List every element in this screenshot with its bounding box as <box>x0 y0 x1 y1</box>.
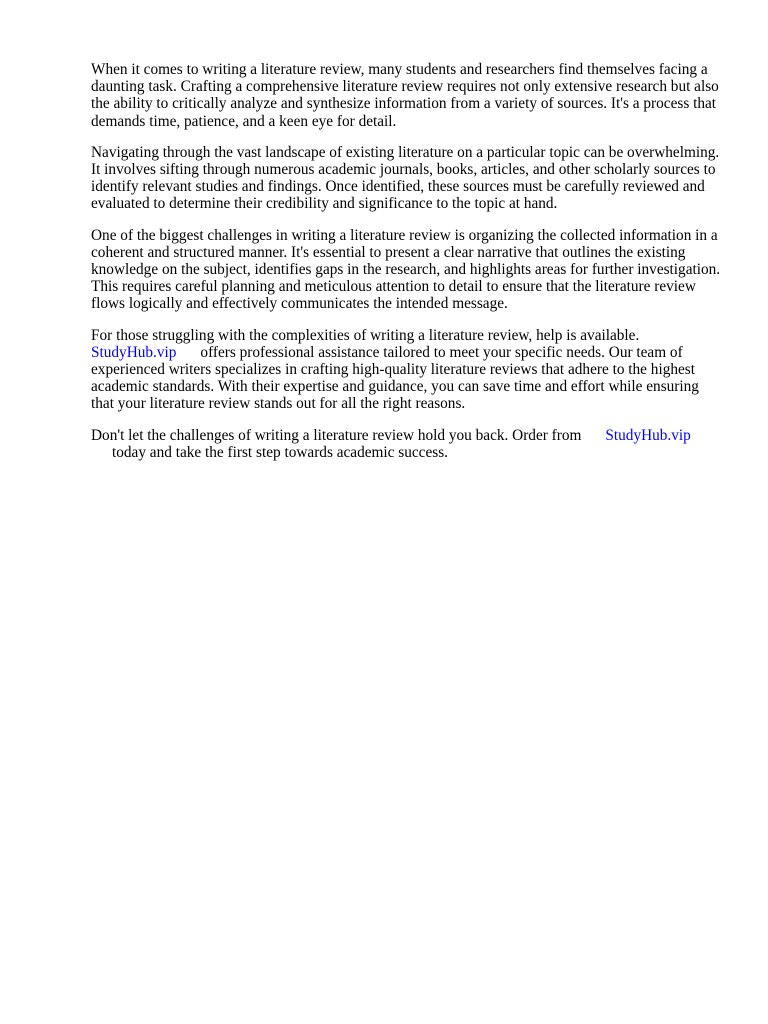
paragraph-navigating: Navigating through the vast landscape of existing literature on a particular topic can be overwhelming. It involves sifting through numerous academic journals, books, articles, and other scholarly sources to identify relevant studies and findings. Once identified, these sources must be carefully reviewed and evaluated to determine their credibility and significance to the topic at hand. <box>91 143 720 213</box>
help-text-after-link: offers professional assistance tailored to meet your specific needs. Our team of experienced writers specializes in crafting high-quality literature reviews that adhere to the highest academic standards. With their expertise and guidance, you can save time and effort while ensuring that your literature review stands out for all the right reasons. <box>91 343 699 413</box>
studyhub-link[interactable]: StudyHub.vip <box>91 343 177 361</box>
help-text-before-link: For those struggling with the complexities of writing a literature review, help is available. <box>91 326 640 344</box>
paragraph-order <box>91 427 723 461</box>
order-text-after-link: today and take the first step towards academic success. <box>112 443 448 461</box>
studyhub-order-link[interactable]: StudyHub.vip <box>605 426 691 444</box>
paragraph-challenges: One of the biggest challenges in writing a literature review is organizing the collected information in a coherent and structured manner. It's essential to present a clear narrative that outlines the existing knowledge on the subject, identifies gaps in the research, and highlights areas for further investigation. This requires careful planning and meticulous attention to detail to ensure that the literature review flows logically and effectively communicates the intended message. <box>91 226 721 313</box>
document-body <box>91 61 723 475</box>
paragraph-help <box>91 327 723 413</box>
paragraph-intro: When it comes to writing a literature review, many students and researchers find themselves facing a daunting task. Crafting a comprehensive literature review requires not only extensive research but also the ability to critically analyze and synthesize information from a variety of sources. It's a process that demands time, patience, and a keen eye for detail. <box>91 61 719 130</box>
order-text-before-link: Don't let the challenges of writing a literature review hold you back. Order from <box>91 426 582 444</box>
